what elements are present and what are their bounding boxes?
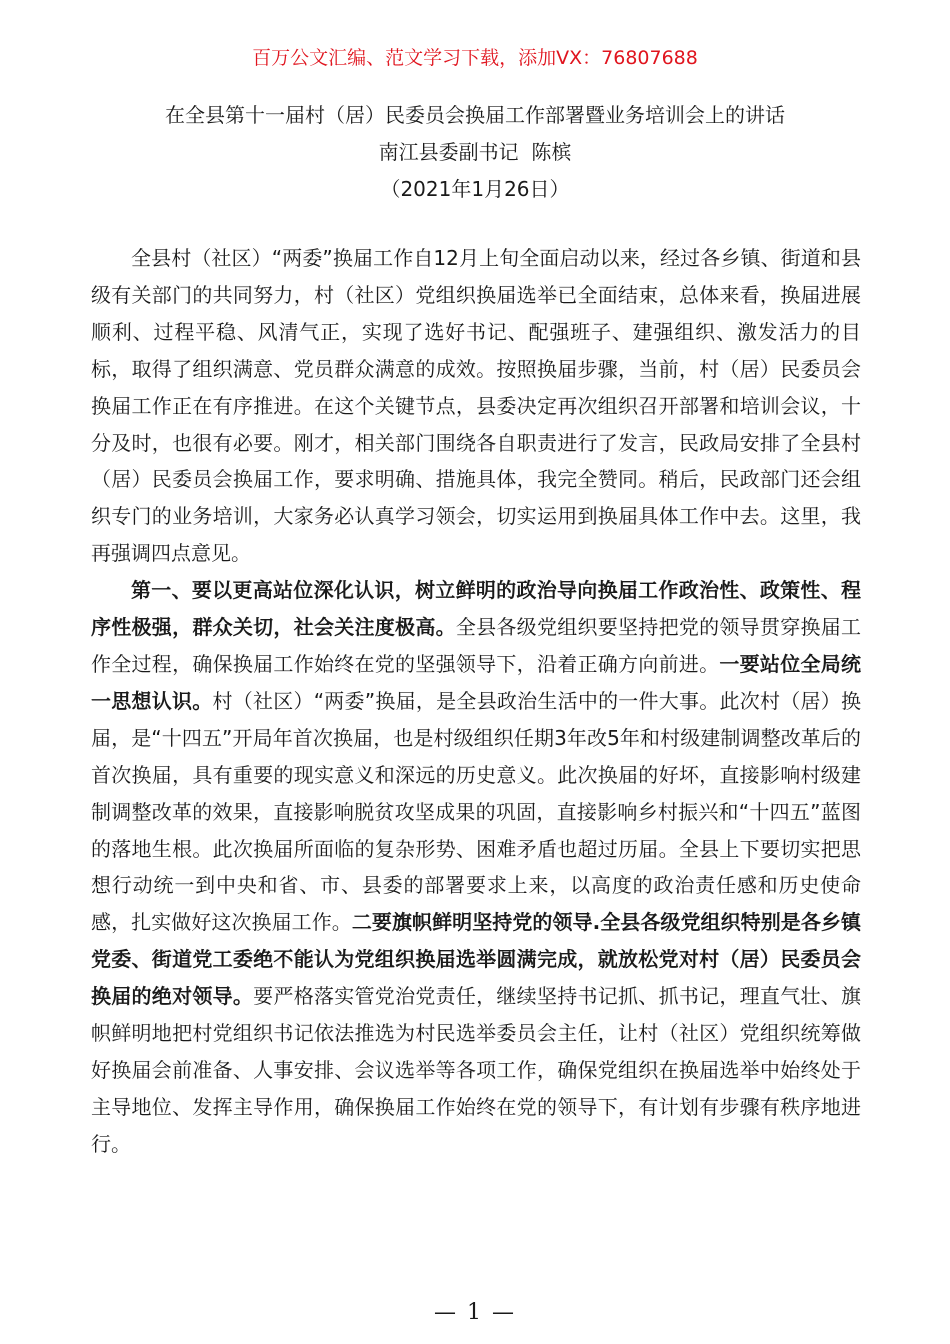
document-body [91,240,861,1163]
watermark-banner: 百万公文汇编、范文学习下载，添加VX：76807688 [252,47,698,69]
page-number: — 1 — [434,1300,516,1325]
document-title: 在全县第十一届村（居）民委员会换届工作部署暨业务培训会上的讲话 [165,103,785,127]
paragraph-intro: 全县村（社区）“两委”换届工作自12月上旬全面启动以来，经过各乡镇、街道和县级有关部门的共同努力，村（社区）党组织换届选举已全面结束，总体来看，换届进展顺利、过程平稳、风清气正，实现了选好书记、配强班子、建强组织、激发活力的目标，取得了组织满意、党员群众满意的成效。按照换届步骤，当前，村（居）民委员会换届工作正在有序推进。在这个关键节点，县委决定再次组织召开部署和培训会议，十分及时，也很有必要。刚才，相关部门围绕各自职责进行了发言，民政局安排了全县村（居）民委员会换届工作，要求明确、措施具体，我完全赞同。稍后，民政部门还会组织专门的业务培训，大家务必认真学习领会，切实运用到换届具体工作中去。这里，我再强调四点意见。 [91,246,861,566]
speaker-line: 南江县委副书记 陈槟 [378,140,572,164]
section-heading-first: 第一、要以更高站位深化认识，树立鲜明的政治导向换届工作政治性、政策性、程序性极强，群众关切，社会关注度极高。 [91,578,861,640]
subpoint-heading-two: 二要旗帜鲜明坚持党的领导.全县各级党组织特别是各乡镇党委、街道党工委绝不能认为党组织换届选举圆满完成，就放松党对村（居）民委员会换届的绝对领导。 [91,910,861,1009]
subpoint-heading-one: 一要站位全局统一思想认识。 [91,651,862,713]
paragraph-text: 全县各级党组织要坚持把党的领导贯穿换届工作全过程，确保换届工作始终在党的坚强领导下，沿着正确方向前进。 [91,615,862,676]
paragraph-text: 要严格落实管党治党责任，继续坚持书记抓、抓书记，理直气壮、旗帜鲜明地把村党组织书记依法推选为村民选举委员会主任，让村（社区）党组织统筹做好换届会前准备、人事安排、会议选举等各项工作，确保党组织在换届选举中始终处于主导地位、发挥主导作用，确保换届工作始终在党的领导下，有计划有步骤有秩序地进行。 [91,984,862,1156]
document-header [0,97,950,208]
paragraph-first-point [91,572,861,1163]
paragraph-text: 村（社区）“两委”换届，是全县政治生活中的一件大事。此次村（居）换届，是“十四五”开局年首次换届，也是村级组织任期3年改5年和村级建制调整改革后的首次换届，具有重要的现实意义和深远的历史意义。此次换届的好坏，直接影响村级建制调整改革的效果，直接影响脱贫攻坚成果的巩固，直接影响乡村振兴和“十四五”蓝图的落地生根。此次换届所面临的复杂形势、困难矛盾也超过历届。全县上下要切实把思想行动统一到中央和省、市、县委的部署要求上来，以高度的政治责任感和历史使命感，扎实做好这次换届工作。 [91,688,861,935]
speech-date: （2021年1月26日） [380,177,570,201]
